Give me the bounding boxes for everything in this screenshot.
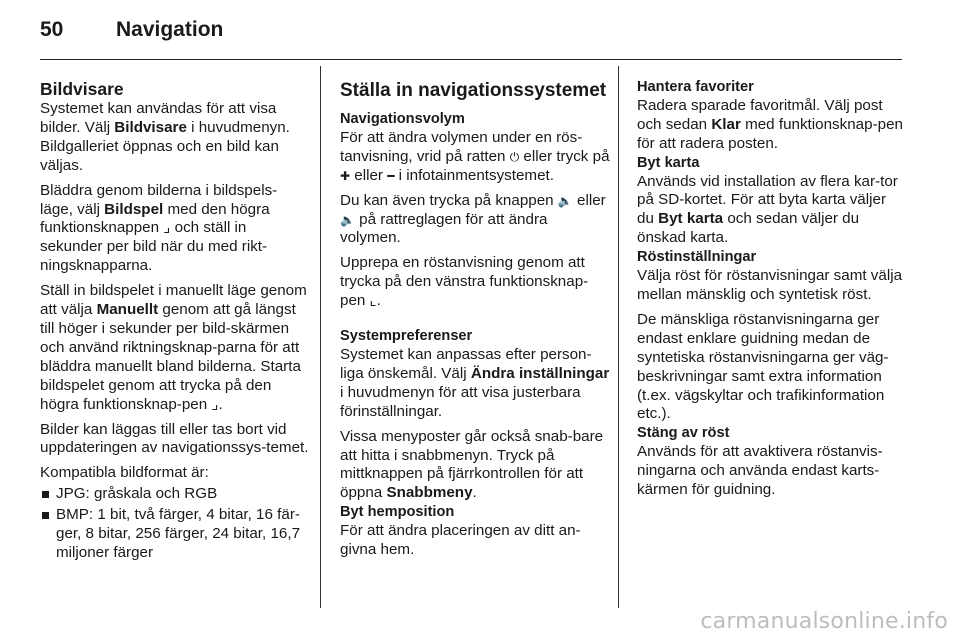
- paragraph: Kompatibla bildformat är:: [40, 464, 209, 482]
- bullet-icon: [42, 512, 49, 519]
- paragraph: [40, 100, 310, 176]
- paragraph: Välja röst för röstanvisningar samt välja mellan mänsklig och syntetisk röst.: [637, 267, 903, 303]
- text: i infotainmentsystemet.: [394, 166, 554, 184]
- text: .: [472, 484, 477, 502]
- column-divider-1: [320, 66, 321, 608]
- text: Systemet kan användas för att visa bilder. Välj: [40, 100, 277, 136]
- volume-down-icon: 🔈: [340, 212, 355, 227]
- paragraph: [637, 97, 905, 154]
- subheading-rostinstallningar: Röstinställningar: [637, 249, 757, 266]
- text: i huvudmenyn. Bildgalleriet öppnas och en bild kan väljas.: [40, 118, 290, 174]
- paragraph: [40, 182, 310, 277]
- paragraph: Upprepa en röstanvisning genom att trycka på den vänstra funktionsknap-pen ⌞.: [340, 254, 589, 310]
- menu-term: Klar: [711, 115, 741, 133]
- text: med funktionsknap-pen för att radera posten.: [637, 115, 903, 152]
- page-number: 50: [40, 18, 64, 41]
- volume-up-icon: 🔈: [557, 193, 573, 208]
- plus-icon: ✚: [340, 168, 351, 183]
- column-2: [340, 78, 612, 566]
- bullet-icon: [42, 491, 49, 498]
- menu-term: Ändra inställningar: [470, 364, 610, 382]
- menu-term: Manuellt: [96, 301, 159, 319]
- list-item-text: JPG: gråskala och RGB: [56, 485, 218, 503]
- menu-term: Bildvisare: [114, 118, 187, 136]
- paragraph: De mänskliga röstanvisningarna ger endast enklare guidning medan de syntetiska röstanvisningarna ger väg-beskrivningar samt extra information (t.ex. vägskyltar och trafikinformation etc.).: [637, 310, 889, 423]
- text: i huvudmenyn för att visa justerbara förinställningar.: [340, 383, 581, 420]
- subheading-navigationsvolym: Navigationsvolym: [340, 111, 465, 127]
- subheading-byt-karta: Byt karta: [637, 154, 700, 171]
- page-title: Navigation: [116, 18, 224, 41]
- menu-term: Bildspel: [104, 200, 164, 218]
- text: Används vid installation av flera kar-tor på SD-kortet. För att byta karta väljer du: [637, 172, 898, 228]
- paragraph: Används för att avaktivera röstanvis-ningarna och använda endast karts-kärmen för guidning.: [637, 443, 883, 499]
- text: med den högra funktionsknappen ⌟ och ställ in sekunder per bild när du med rikt-ningsknapparna.: [40, 200, 270, 275]
- text: Ställ in bildspelet i manuellt läge genom att välja: [40, 282, 307, 319]
- header-divider: [40, 59, 902, 60]
- list-item: [40, 506, 310, 563]
- text: Radera sparade favoritmål. Välj post och sedan: [637, 96, 883, 133]
- section-heading-settings: Ställa in navigationssystemet: [340, 80, 607, 101]
- format-list: [40, 485, 310, 563]
- paragraph: [340, 192, 612, 249]
- paragraph: [340, 428, 612, 504]
- menu-term: Snabbmeny: [386, 484, 473, 502]
- text: Systemet kan anpassas efter person-liga önskemål. Välj: [340, 345, 592, 382]
- column-divider-2: [618, 66, 619, 608]
- text: genom att gå längst till höger i sekunder per bild-skärmen och använd riktningsknap-parna för att bläddra manuellt bland bilderna. Starta bildspelet genom att trycka på den högra funktionsknap-pen ⌟.: [40, 301, 301, 413]
- text: Bläddra genom bilderna i bildspels-läge, välj: [40, 181, 278, 218]
- column-1: [40, 78, 310, 565]
- subheading-hantera-favoriter: Hantera favoriter: [637, 79, 754, 95]
- paragraph: Bilder kan läggas till eller tas bort vid uppdateringen av navigationssys-temet.: [40, 420, 309, 457]
- paragraph: [40, 282, 310, 414]
- subheading-systempreferenser: Systempreferenser: [340, 328, 473, 345]
- paragraph: För att ändra placeringen av ditt an-givna hem.: [340, 522, 581, 559]
- power-knob-icon: ⏻: [509, 149, 520, 164]
- spacer: [340, 317, 612, 327]
- column-3: [637, 78, 905, 506]
- text: Vissa menyposter går också snab-bare att hitta i snabbmenyn. Tryck på mittknappen på fjärrkontrollen för att öppna: [340, 427, 604, 502]
- subheading-stang-av-rost: Stäng av röst: [637, 425, 730, 442]
- text: på rattreglagen för att ändra volymen.: [340, 210, 548, 247]
- list-item-text: BMP: 1 bit, två färger, 4 bitar, 16 fär-ger, 8 bitar, 256 färger, 24 bitar, 16,7 miljoner färger: [56, 506, 301, 561]
- text: eller: [350, 166, 388, 184]
- list-item: [40, 485, 310, 504]
- menu-term: Byt karta: [658, 210, 724, 228]
- text: eller: [572, 191, 606, 209]
- text: Du kan även trycka på knappen: [340, 191, 558, 209]
- section-heading-bildvisare: Bildvisare: [40, 79, 124, 99]
- subheading-byt-hemposition: Byt hemposition: [340, 504, 455, 521]
- paragraph: [637, 173, 905, 249]
- text: och sedan väljer du önskad karta.: [637, 210, 860, 247]
- paragraph: [340, 346, 612, 422]
- watermark: carmanualsonline.info: [700, 609, 948, 634]
- text: eller tryck på: [519, 147, 610, 165]
- text: För att ändra volymen under en rös-tanvisning, vrid på ratten: [340, 128, 583, 165]
- minus-icon: ━: [387, 168, 395, 183]
- paragraph: [340, 129, 612, 186]
